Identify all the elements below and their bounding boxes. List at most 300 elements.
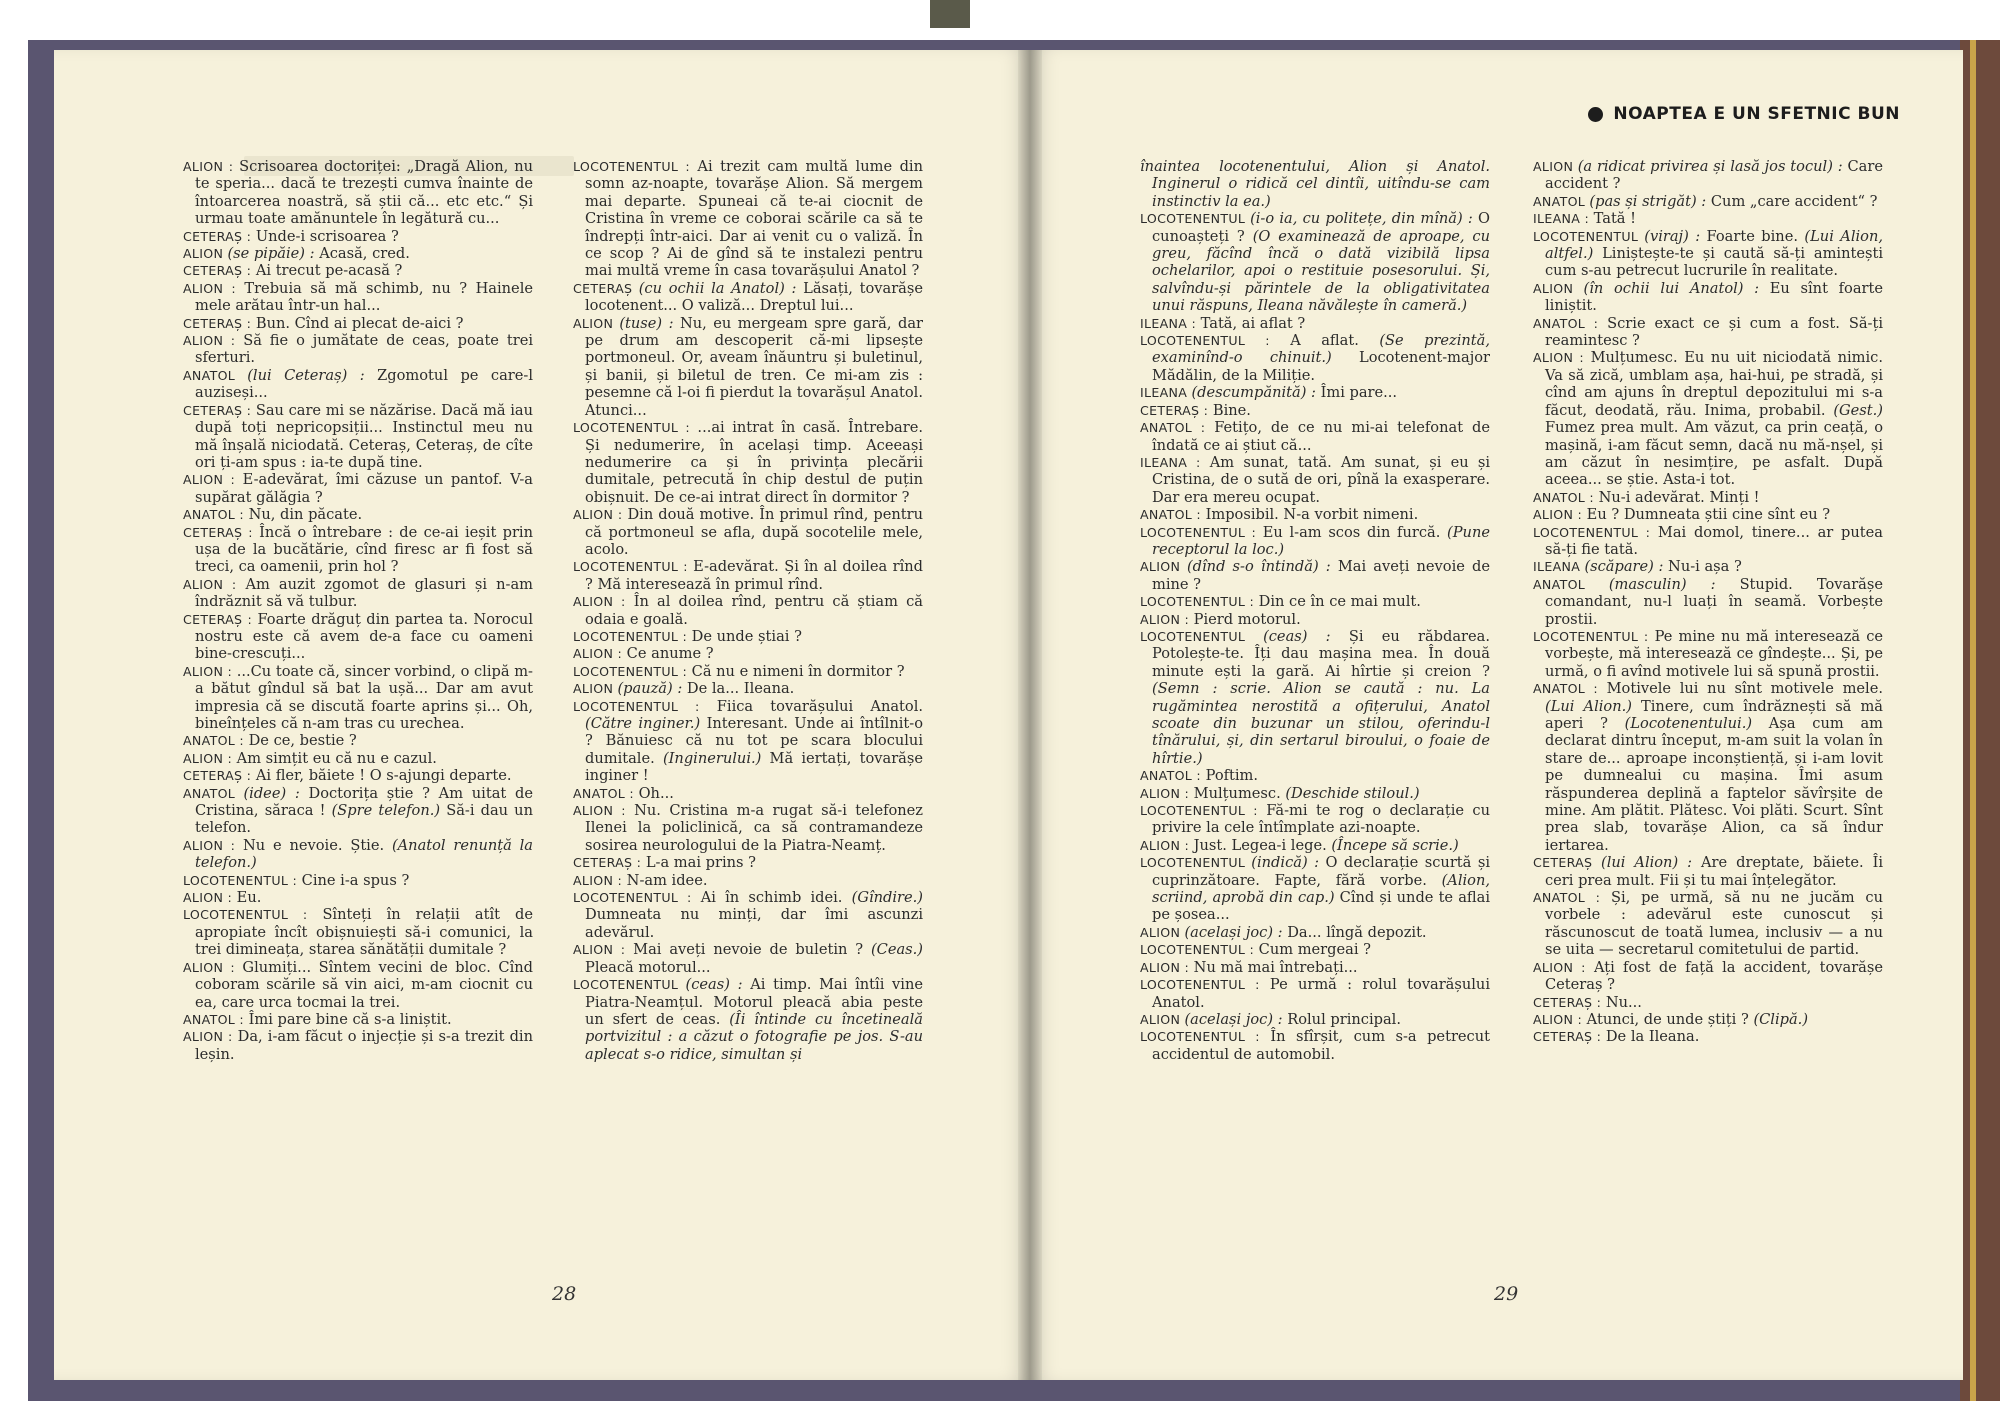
dialogue-line: [183, 471, 533, 506]
speaker-name: CETERAȘ :: [183, 768, 252, 784]
dialogue-text: În sfîrșit, cum s-a petrecut accidentul de automobil.: [1152, 1028, 1490, 1063]
speaker-name: LOCOTENENTUL :: [1533, 628, 1649, 644]
speaker-name: ALION :: [1140, 837, 1190, 853]
book-edge-top: [930, 0, 970, 28]
stage-direction: (Gîndire.): [851, 889, 923, 907]
stage-direction: (Lui Alion, altfel.): [1545, 227, 1883, 263]
speaker-name: LOCOTENENTUL: [1140, 855, 1252, 871]
speaker-name: LOCOTENENTUL: [1533, 228, 1645, 244]
speaker-name: LOCOTENENTUL :: [1140, 803, 1258, 819]
dialogue-text: Scrisoarea doctoriței: „Dragă Alion, nu te speria... dacă te trezești cumva înainte de întoarcerea noastră, să știi că... etc etc.“ Și urmau toate amănuntele în legătură cu...: [195, 158, 533, 228]
dialogue-line: [183, 750, 533, 767]
dialogue-text: Pe mine nu mă interesează ce vorbește, mă interesează ce gîndește... Și, pe urmă, o fi avînd motivele lui să spună prostii.: [1545, 627, 1883, 680]
dialogue-line: [1140, 924, 1490, 941]
dialogue-text: Nu, din păcate.: [243, 506, 363, 524]
dialogue-line: [573, 419, 923, 506]
speaker-name: LOCOTENENTUL :: [1140, 594, 1255, 610]
dialogue-text: Am sunat, tată. Am sunat, și eu și Cristina, de o sută de ori, pînă la exasperare. Dar era mereu ocupat.: [1152, 453, 1490, 506]
speaker-name: CETERAȘ :: [183, 263, 252, 279]
stage-direction: (în ochii lui Anatol) :: [1583, 279, 1760, 297]
dialogue-line: [1140, 506, 1490, 523]
dialogue-text: Tată !: [1589, 210, 1637, 228]
stage-direction: (Începe să scrie.): [1331, 836, 1459, 854]
dialogue-line: [573, 628, 923, 645]
speaker-name: LOCOTENENTUL :: [1140, 977, 1260, 993]
dialogue-line: [1140, 1028, 1490, 1063]
speaker-name: ALION :: [573, 872, 623, 888]
dialogue-text: Doctorița știe ? Am uitat de Cristina, săraca !: [195, 784, 533, 820]
dialogue-line: [1140, 315, 1490, 332]
dialogue-text: Eu ? Dumneata știi cine sînt eu ?: [1582, 506, 1831, 524]
dialogue-text: Cine i-a spus ?: [297, 871, 410, 889]
stage-direction: (Pune receptorul la loc.): [1152, 523, 1490, 558]
dialogue-line: [183, 280, 533, 315]
speaker-name: ILEANA :: [1140, 454, 1201, 470]
dialogue-text: Și eu răbdarea. Potolește-te. Îți dau mașina mea. În două minute ești la gară. Ai hîrtie și creion ?: [1152, 627, 1490, 680]
speaker-name: ALION :: [573, 594, 626, 610]
dialogue-line: [1140, 628, 1490, 767]
speaker-name: LOCOTENENTUL :: [1140, 524, 1257, 540]
stage-direction: (masculin) :: [1608, 575, 1716, 593]
dialogue-line: [573, 315, 923, 419]
dialogue-text: Să-i dau un telefon.: [195, 802, 533, 837]
dialogue-text: Oh...: [633, 784, 674, 802]
dialogue-text: Cum „care accident“ ?: [1706, 192, 1878, 210]
dialogue-text: Mulțumesc. Eu nu uit niciodată nimic. Va să zică, umblam așa, hai-hui, pe stradă, și cînd am ajuns în dreptul depozitului mi s-a făcut, deodată, rău. Inima, probabil.: [1545, 349, 1883, 419]
speaker-name: ALION: [1140, 559, 1187, 575]
dialogue-text: Ai în schimb idei.: [691, 889, 852, 907]
dialogue-text: Din două motive. În primul rînd, pentru că portmoneul se afla, după socotelile mele, acolo.: [585, 506, 923, 558]
dialogue-line: [1140, 854, 1490, 924]
stage-direction: (scăpare) :: [1584, 558, 1664, 576]
dialogue-text: Pe urmă : rolul tovarășului Anatol.: [1152, 976, 1490, 1011]
dialogue-line: [573, 941, 923, 976]
speaker-name: ALION :: [183, 280, 236, 296]
dialogue-text: Nu, eu mergeam spre gară, dar pe drum am descoperit că-mi lipsește portmoneul. Or, aveam înăuntru și buletinul, și banii, și biletul de tren. Ce mi-am zis : pesemne că l-oi fi pierdut la tovarășul Anatol. Atunci...: [585, 314, 923, 419]
dialogue-text: În al doilea rînd, pentru că știam că odaia e goală.: [585, 593, 923, 628]
speaker-name: LOCOTENENTUL :: [183, 907, 308, 923]
dialogue-line: [573, 976, 923, 1063]
speaker-name: ALION: [573, 681, 618, 697]
speaker-name: ALION: [573, 315, 620, 331]
stage-direction: (Se prezintă, examinînd-o chinuit.): [1152, 332, 1490, 367]
stage-direction: (Ceas.): [870, 941, 923, 959]
speaker-name: ALION :: [183, 1029, 233, 1045]
dialogue-text: De la Ileana.: [1601, 1028, 1700, 1046]
speaker-name: ALION: [183, 246, 228, 262]
dialogue-text: Am simțit eu că nu e cazul.: [232, 749, 437, 767]
speaker-name: ANATOL :: [1140, 507, 1201, 523]
dialogue-text: Îmi pare bine că s-a liniștit.: [243, 1010, 452, 1028]
dialogue-text: Acasă, cred.: [314, 245, 410, 263]
dialogue-text: Nu...: [1601, 993, 1642, 1011]
dialogue-line: [1533, 158, 1883, 193]
stage-direction: (același joc) :: [1184, 923, 1283, 941]
speaker-name: ALION :: [1533, 1011, 1583, 1027]
speaker-name: ILEANA: [1140, 385, 1192, 401]
dialogue-line: [183, 367, 533, 402]
speaker-name: ALION: [1533, 159, 1578, 174]
dialogue-line: [573, 872, 923, 889]
stage-direction: (Deschide stiloul.): [1285, 784, 1420, 802]
dialogue-text: Fă-mi te rog o declarație cu privire la cele întîmplate azi-noapte.: [1152, 802, 1490, 837]
page-number-left: 28: [552, 1283, 577, 1305]
dialogue-line: [1140, 611, 1490, 628]
dialogue-line: [1533, 210, 1883, 227]
dialogue-text: Foarte drăguț din partea ta. Norocul nostru este că avem de-a face cu oameni bine-crescuți...: [195, 610, 533, 663]
dialogue-text: L-a mai prins ?: [641, 854, 756, 872]
dialogue-line: [573, 698, 923, 785]
dialogue-text: Tinere, cum îndrăznești să mă aperi ?: [1545, 697, 1883, 732]
dialogue-line: [1533, 628, 1883, 680]
dialogue-line: [1140, 384, 1490, 401]
dialogue-line: [1140, 158, 1490, 210]
speaker-name: ALION :: [573, 803, 626, 819]
stage-direction: (dînd s-o întindă) :: [1186, 558, 1331, 576]
stage-direction: (pauză) :: [617, 680, 683, 698]
dialogue-text: Mai aveți nevoie de mine ?: [1152, 558, 1490, 593]
dialogue-text: O declarație scurtă și cuprinzătoare. Fapte, fără vorbe.: [1152, 854, 1490, 889]
dialogue-line: [1533, 1011, 1883, 1028]
dialogue-text: O cunoașteți ?: [1152, 210, 1490, 245]
dialogue-line: [183, 506, 533, 523]
book-gutter: [1018, 50, 1042, 1380]
stage-direction: (Locotenentului.): [1624, 715, 1753, 732]
dialogue-line: [183, 332, 533, 367]
speaker-name: LOCOTENENTUL :: [1533, 524, 1651, 540]
speaker-name: ILEANA: [1533, 559, 1585, 575]
dialogue-text: Care accident ?: [1545, 158, 1883, 193]
stage-direction: (Spre telefon.): [331, 802, 441, 820]
dialogue-text: N-am idee.: [622, 871, 708, 889]
dialogue-text: Stupid. Tovarășe comandant, nu-l luați în seamă. Vorbește prostii.: [1545, 575, 1883, 628]
speaker-name: LOCOTENENTUL :: [183, 872, 298, 888]
stage-direction: (cu ochii la Anatol) :: [638, 279, 797, 297]
dialogue-text: Nu e nevoie. Știe.: [235, 836, 392, 854]
dialogue-text: Eu.: [232, 889, 262, 907]
dialogue-text: Da, i-am făcut o injecție și s-a trezit din leșin.: [195, 1028, 533, 1063]
dialogue-text: Ai fler, băiete ! O s-ajungi departe.: [251, 767, 512, 785]
speaker-name: CETERAȘ :: [1533, 1029, 1602, 1045]
dialogue-line: [573, 663, 923, 680]
dialogue-text: De unde știai ?: [687, 627, 802, 645]
speaker-name: ALION :: [183, 472, 236, 488]
dialogue-line: [573, 558, 923, 593]
dialogue-text: Nu mă mai întrebați...: [1189, 958, 1358, 976]
running-header-title: NOAPTEA E UN SFETNIC BUN: [1613, 104, 1900, 124]
dialogue-line: [183, 872, 533, 889]
running-header: [1588, 104, 1900, 124]
speaker-name: LOCOTENENTUL :: [573, 663, 688, 679]
stage-direction: (Inginerului.): [662, 749, 762, 767]
dialogue-text: Cum mergeai ?: [1254, 941, 1371, 959]
speaker-name: ALION :: [1140, 611, 1190, 627]
dialogue-text: Are dreptate, băiete. Îi ceri prea mult. Fii și tu mai înțelegător.: [1545, 854, 1883, 889]
speaker-name: CETERAȘ :: [573, 855, 642, 871]
dialogue-text: Bun. Cînd ai plecat de-aici ?: [251, 314, 464, 332]
dialogue-text: De ce, bestie ?: [243, 732, 357, 750]
dialogue-line: [1140, 419, 1490, 454]
stage-direction: (idee) :: [243, 784, 300, 802]
speaker-name: CETERAȘ :: [1140, 402, 1209, 418]
dialogue-line: [183, 906, 533, 958]
dialogue-line: [183, 158, 533, 228]
text-column-1: [183, 158, 533, 1268]
dialogue-text: Nu. Cristina m-a rugat să-i telefonez Ilenei la policlinică, ca să contramandeze sosirea neurologului de la Piatra-Neamț.: [585, 802, 923, 854]
dialogue-text: Lăsați, tovarășe locotenent... O valiză... Dreptul lui...: [585, 279, 923, 315]
dialogue-text: Ai trezit cam multă lume din somn az-noapte, tovarășe Alion. Să mergem mai departe. Spuneai că te-ai ciocnit de Cristina în vreme ce coborai scările ca să te îndrepți într-aici. Dar ai venit cu o valiză. În ce scop ? Ai de gînd să te instalezi pentru mai multă vreme în casa tovarășului Anatol ?: [585, 158, 923, 280]
stage-direction: (Alion, scriind, aprobă din cap.): [1152, 871, 1490, 907]
dialogue-line: [183, 785, 533, 837]
speaker-name: ALION :: [183, 576, 237, 592]
dialogue-text: Mă iertați, tovarășe inginer !: [585, 749, 923, 785]
dialogue-line: [1533, 1028, 1883, 1045]
dialogue-text: Fetițo, de ce nu mi-ai telefonat de îndată ce ai știut că...: [1152, 419, 1490, 454]
dialogue-text: Am auzit zgomot de glasuri și n-am îndrăznit să vă tulbur.: [195, 575, 533, 611]
dialogue-text: Să fie o jumătate de ceas, poate trei sferturi.: [195, 332, 533, 367]
dialogue-text: Poftim.: [1200, 767, 1259, 785]
speaker-name: LOCOTENENTUL :: [573, 559, 688, 575]
speaker-name: CETERAȘ: [573, 280, 639, 296]
dialogue-text: Locotenent-major Mădălin, de la Miliție.: [1152, 349, 1490, 384]
dialogue-text: Îmi pare...: [1315, 384, 1398, 402]
dialogue-line: [183, 732, 533, 749]
dialogue-line: [1140, 959, 1490, 976]
speaker-name: ANATOL: [183, 785, 244, 801]
dialogue-line: [183, 228, 533, 245]
dialogue-line: [183, 315, 533, 332]
dialogue-line: [573, 506, 923, 558]
dialogue-line: [1533, 349, 1883, 488]
dialogue-line: [1533, 680, 1883, 854]
dialogue-line: [183, 524, 533, 576]
dialogue-text: Rolul principal.: [1282, 1010, 1401, 1028]
dialogue-text: Unde-i scrisoarea ?: [251, 227, 399, 245]
dialogue-line: [1533, 959, 1883, 994]
stage-direction: (Anatol renunță la telefon.): [195, 836, 533, 872]
dialogue-text: Bine.: [1208, 401, 1251, 419]
dialogue-line: [573, 889, 923, 941]
speaker-name: ANATOL :: [1533, 489, 1594, 505]
dialogue-line: [1533, 315, 1883, 350]
speaker-name: ALION :: [183, 159, 234, 174]
speaker-name: ANATOL :: [1533, 890, 1601, 906]
dialogue-text: Liniștește-te și caută să-ți amintești cum s-au petrecut lucrurile în realitate.: [1545, 245, 1883, 280]
speaker-name: ANATOL :: [1533, 315, 1599, 331]
dialogue-line: [183, 262, 533, 279]
bullet-icon: [1588, 107, 1603, 122]
stage-direction: (a ridicat privirea și lasă jos tocul) :: [1577, 158, 1843, 175]
dialogue-line: [1140, 767, 1490, 784]
dialogue-text: Zgomotul pe care-l auziseși...: [195, 366, 533, 402]
dialogue-line: [573, 680, 923, 697]
speaker-name: ANATOL: [1533, 576, 1609, 592]
stage-direction: (se pipăie) :: [227, 245, 315, 263]
dialogue-line: [183, 576, 533, 611]
stage-direction: (i-o ia, cu politețe, din mînă) :: [1250, 210, 1473, 228]
dialogue-line: [1140, 976, 1490, 1011]
dialogue-text: Nu-i adevărat. Minți !: [1593, 488, 1760, 506]
speaker-name: ANATOL :: [1140, 768, 1201, 784]
speaker-name: ALION :: [573, 646, 623, 662]
stage-direction: (Clipă.): [1753, 1010, 1809, 1028]
speaker-name: CETERAȘ :: [183, 402, 252, 418]
speaker-name: ALION: [1533, 280, 1584, 296]
dialogue-line: [573, 645, 923, 662]
speaker-name: ANATOL: [1533, 193, 1590, 209]
dialogue-text: Pierd motorul.: [1189, 610, 1301, 628]
dialogue-text: Scrie exact ce și cum a fost. Să-ți reamintesc ?: [1545, 314, 1883, 350]
dialogue-line: [183, 1011, 533, 1028]
stage-direction: (indică) :: [1251, 854, 1320, 872]
stage-direction: (lui Alion) :: [1601, 854, 1693, 872]
dialogue-text: Mai aveți nevoie de buletin ?: [625, 941, 871, 959]
speaker-name: LOCOTENENTUL :: [573, 628, 688, 644]
dialogue-text: Ai timp. Mai întîi vine Piatra-Neamțul. Motorul pleacă abia peste un sfert de ceas.: [585, 976, 923, 1028]
page-number-right: 29: [1494, 1283, 1519, 1305]
dialogue-line: [573, 158, 923, 280]
speaker-name: LOCOTENENTUL :: [573, 890, 692, 906]
stage-direction: (Semn : scrie. Alion se caută : nu. La rugămintea nerostită a ofițerului, Anatol scoate din buzunar un stilou, oferindu-l tînărului, și, din sertarul biroului, o foaie de hîrtie.): [1152, 680, 1490, 767]
dialogue-line: [1140, 558, 1490, 593]
dialogue-text: Nu-i așa ?: [1663, 558, 1742, 576]
speaker-name: ALION :: [183, 959, 235, 975]
stage-direction: (Lui Alion.): [1545, 697, 1632, 715]
stage-direction: (Către inginer.): [585, 715, 701, 732]
speaker-name: ALION :: [183, 750, 233, 766]
speaker-name: LOCOTENENTUL :: [1140, 942, 1255, 958]
speaker-name: LOCOTENENTUL: [1140, 628, 1264, 644]
dialogue-text: Foarte bine.: [1700, 227, 1805, 245]
dialogue-text: Fiica tovarășului Anatol.: [699, 697, 923, 715]
stage-direction: (ceas) :: [1263, 627, 1331, 645]
dialogue-text: Da... lîngă depozit.: [1282, 923, 1427, 941]
speaker-name: CETERAȘ :: [183, 228, 252, 244]
dialogue-line: [1140, 524, 1490, 559]
dialogue-text: Mai domol, tinere... ar putea să-ți fie tată.: [1545, 523, 1883, 558]
speaker-name: ANATOL :: [1140, 420, 1206, 436]
dialogue-line: [1140, 802, 1490, 837]
dialogue-line: [573, 593, 923, 628]
dialogue-line: [1140, 1011, 1490, 1028]
stage-direction: înaintea locotenentului, Alion și Anatol. Inginerul o ridică cel dintîi, uitîndu-se cam instinctiv la ea.): [1140, 158, 1490, 210]
dialogue-line: [183, 402, 533, 472]
dialogue-line: [1140, 210, 1490, 314]
stage-direction: (pas și strigăt) :: [1589, 192, 1707, 210]
stage-direction: (Gest.): [1833, 401, 1883, 419]
dialogue-line: [1533, 576, 1883, 628]
speaker-name: CETERAȘ :: [183, 611, 253, 627]
speaker-name: ANATOL :: [183, 507, 244, 523]
dialogue-line: [1140, 837, 1490, 854]
dialogue-text: Sînteți în relații atît de apropiate încît obișnuiești să-i comunici, la trei dimineața, starea sănătății dumitale ?: [195, 906, 533, 959]
speaker-name: ALION :: [1140, 785, 1190, 801]
speaker-name: ALION :: [1533, 959, 1586, 975]
text-column-3: [1140, 158, 1490, 1268]
dialogue-text: A aflat.: [1269, 332, 1380, 350]
dialogue-line: [1140, 941, 1490, 958]
speaker-name: ANATOL :: [183, 1011, 244, 1027]
dialogue-text: Din ce în ce mai mult.: [1254, 593, 1421, 611]
dialogue-text: ...Cu toate că, sincer vorbind, o clipă m-a bătut gîndul să bat la ușă... Dar am avut impresia că se discută foarte aprins și... Oh, bineînțeles că n-am tras cu urechea.: [195, 662, 533, 732]
dialogue-text: Mulțumesc.: [1189, 784, 1286, 802]
dialogue-text: Imposibil. N-a vorbit nimeni.: [1200, 506, 1419, 524]
stage-direction: (tuse) :: [619, 314, 674, 332]
speaker-name: ALION :: [573, 507, 623, 523]
speaker-name: ALION :: [183, 837, 236, 853]
dialogue-line: [183, 611, 533, 663]
dialogue-text: Ai trecut pe-acasă ?: [251, 262, 403, 280]
speaker-name: ILEANA :: [1140, 315, 1196, 331]
dialogue-line: [1533, 889, 1883, 959]
dialogue-line: [1533, 506, 1883, 523]
dialogue-text: Ce anume ?: [622, 645, 714, 663]
speaker-name: LOCOTENENTUL :: [573, 159, 690, 174]
dialogue-text: Tată, ai aflat ?: [1196, 314, 1306, 332]
dialogue-text: Așa cum am declarat dintru început, m-am suit la volan în stare de... aproape inconștiență, și i-am lovit pe dumnealui cu mașina. Îmi asum răspunderea deplină a faptelor săvîrșite de mine. Am plătit. Plătesc. Voi plăti. Scurt. Sînt prea slab, tovarășe Alion, ca să îndur iertarea.: [1545, 715, 1883, 854]
speaker-name: LOCOTENENTUL :: [573, 698, 700, 714]
dialogue-line: [1533, 524, 1883, 559]
dialogue-line: [183, 837, 533, 872]
dialogue-text: Fumez prea mult. Am văzut, ca prin ceață, o mașină, i-am făcut semn, dacă nu mă-nșel, și am căzut în nesimțire, pe asfalt. După aceea... se știe. Asta-i tot.: [1545, 419, 1883, 489]
speaker-name: ALION :: [573, 942, 626, 958]
dialogue-text: Eu l-am scos din furcă.: [1256, 523, 1448, 541]
dialogue-text: Trebuia să mă schimb, nu ? Hainele mele arătau într-un hal...: [195, 279, 533, 315]
dialogue-line: [1533, 558, 1883, 575]
speaker-name: LOCOTENENTUL :: [1140, 1029, 1260, 1045]
speaker-name: CETERAȘ: [1533, 855, 1601, 871]
speaker-name: LOCOTENENTUL: [1140, 211, 1251, 227]
dialogue-line: [573, 280, 923, 315]
stage-direction: (Îi întinde cu încetineală portvizitul : a căzut o fotografie pe jos. S-au aplecat s-o ridice, simultan și: [585, 1010, 923, 1063]
dialogue-text: ...ai intrat în casă. Întrebare. Și nedumerire, în același timp. Aceeași nedumerire ca și în privința plecării dumitale, petrecută în chip destul de puțin obișnuit. De ce-ai intrat direct în dormitor ?: [585, 419, 923, 506]
speaker-name: CETERAȘ :: [183, 315, 252, 331]
dialogue-text: E-adevărat. Și în al doilea rînd ? Mă interesează în primul rînd.: [585, 558, 923, 593]
speaker-name: CETERAȘ :: [1533, 994, 1602, 1010]
speaker-name: ALION :: [183, 663, 233, 679]
text-column-4: [1533, 158, 1883, 1268]
dialogue-text: E-adevărat, îmi căzuse un pantof. V-a supărat gălăgia ?: [195, 471, 533, 506]
speaker-name: ANATOL :: [1533, 681, 1598, 697]
dialogue-line: [183, 889, 533, 906]
dialogue-line: [1140, 454, 1490, 506]
dialogue-line: [1533, 193, 1883, 210]
dialogue-text: Interesant. Unde ai întîlnit-o ? Bănuiesc că nu tot pe scara blocului dumitale.: [585, 715, 923, 767]
speaker-name: ILEANA :: [1533, 211, 1589, 227]
dialogue-line: [1533, 228, 1883, 280]
speaker-name: ANATOL :: [183, 733, 244, 749]
book-spine-edge: [1960, 40, 2000, 1401]
dialogue-line: [183, 663, 533, 733]
stage-direction: (O examinează de aproape, cu greu, făcînd încă o dată vizibilă lipsa ochelarilor, apoi o restituie posesorului. Și, salvîndu-și părintele de la obligativitatea unui răspuns, Ileana năvălește în cameră.): [1152, 227, 1490, 315]
dialogue-line: [1533, 489, 1883, 506]
dialogue-line: [183, 767, 533, 784]
dialogue-line: [573, 785, 923, 802]
dialogue-text: Eu sînt foarte liniștit.: [1545, 279, 1883, 315]
dialogue-line: [573, 802, 923, 854]
dialogue-line: [183, 245, 533, 262]
dialogue-text: Dumneata nu minți, dar îmi ascunzi adevărul.: [585, 906, 923, 941]
dialogue-text: Glumiți... Sîntem vecini de bloc. Cînd coboram scările să vin aici, m-am ciocnit cu ea, care urca tocmai la trei.: [195, 958, 533, 1011]
speaker-name: ALION: [1140, 1011, 1185, 1027]
dialogue-line: [1533, 854, 1883, 889]
dialogue-line: [1140, 785, 1490, 802]
dialogue-text: Încă o întrebare : de ce-ai ieșit prin ușa de la bucătărie, cînd firesc ar fi fost să treci, ca oamenii, prin hol ?: [195, 523, 533, 576]
dialogue-text: Ați fost de față la accident, tovarășe Ceteraș ?: [1545, 958, 1883, 994]
stage-direction: (viraj) :: [1644, 227, 1701, 245]
dialogue-line: [573, 854, 923, 871]
speaker-name: ALION :: [183, 890, 233, 906]
